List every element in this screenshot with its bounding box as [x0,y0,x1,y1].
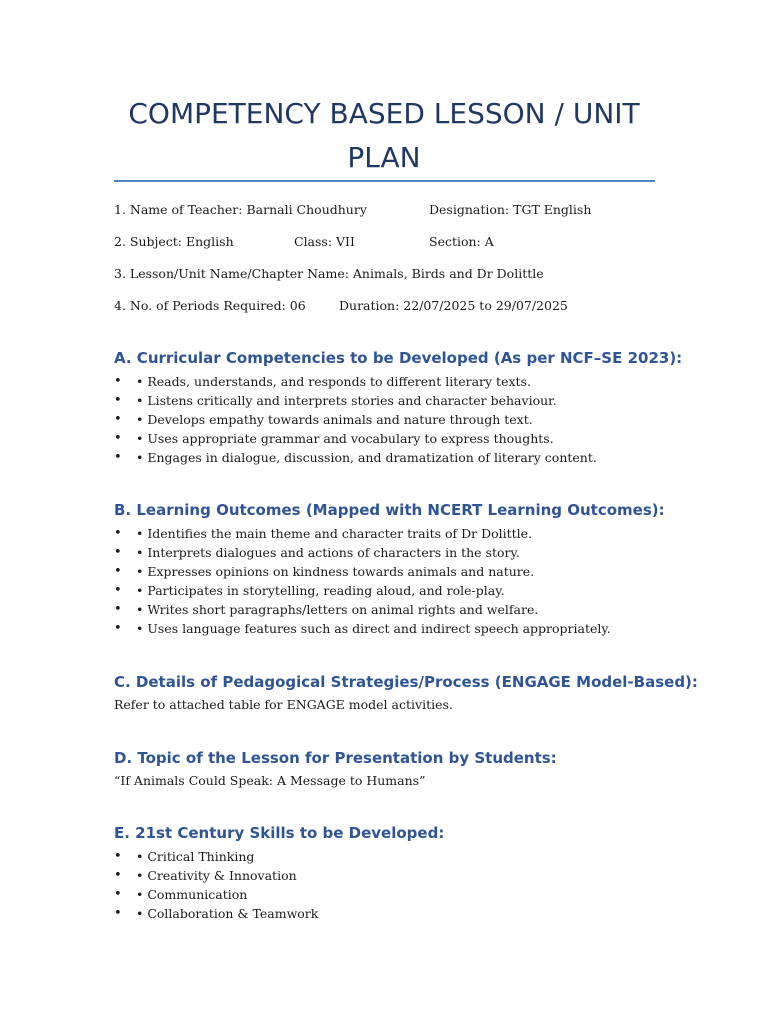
bullet-icon: • [114,374,122,389]
bullet-icon: • [114,887,122,902]
subject: 2. Subject: English [114,234,234,249]
teacher-name: 1. Name of Teacher: Barnali Choudhury [114,202,367,217]
bullet-icon: • [114,431,122,446]
duration: Duration: 22/07/2025 to 29/07/2025 [339,298,568,313]
bullet-icon: • [114,621,122,636]
section-b-heading: B. Learning Outcomes (Mapped with NCERT Learning Outcomes): [114,501,665,519]
bullet-icon: • [114,906,122,921]
periods-required: 4. No. of Periods Required: 06 [114,298,306,313]
section-c-text: Refer to attached table for ENGAGE model activities. [114,697,453,712]
section-c-heading: C. Details of Pedagogical Strategies/Process (ENGAGE Model-Based): [114,673,698,691]
section: Section: A [429,234,494,249]
title-underline [114,180,655,182]
bullet-icon: • [114,849,122,864]
class: Class: VII [294,234,355,249]
document-title: COMPETENCY BASED LESSON / UNIT PLAN [128,97,640,174]
section-a-heading: A. Curricular Competencies to be Developed (As per NCF–SE 2023): [114,349,683,367]
bullet-icon: • [114,602,122,617]
bullet-icon: • [114,450,122,465]
lesson-name: 3. Lesson/Unit Name/Chapter Name: Animals, Birds and Dr Dolittle [114,266,544,281]
bullet-icon: • [114,545,122,560]
bullet-icon: • [114,868,122,883]
bullet-icon: • [114,583,122,598]
designation: Designation: TGT English [429,202,592,217]
document-page: COMPETENCY BASED LESSON / UNIT PLAN 1. Name of Teacher: Barnali Choudhury Designation: TGT English 2. Subject: English Class: VII Section: A 3. Lesson/Unit Name/Chapter Name: Animals, Birds and Dr Dolittle 4. No. of Periods Required: 06 Duration: 22/07/2025 to 29/07/2025 A. Curricular Competencies to be Developed (As per NCF–SE 2023): • • Reads, understands, and responds to different literary texts. • • Listens critically and interprets stories and character behaviour. • • Develops empathy towards animals and nature through text. • • Uses appropriate grammar and vocabulary to express thoughts. • • Engages in dialogue, discussion, and dramatization of literary content. B. Learning Outcomes (Mapped with NCERT Learning Outcomes): • • Identifies the main theme and character traits of Dr Dolittle. • • Interprets dialogues and actions of characters in the story. • • Expresses opinions on kindness towards animals and nature. • • Participates in storytelling, reading aloud, and role-play. • • Writes short paragraphs/letters on animal rights and welfare. • • Uses language features such as direct and indirect speech appropriately. C. Details of Pedagogical Strategies/Process (ENGAGE Model-Based): Refer to attached table for ENGAGE model activities. D. Topic of the Lesson for Presentation by Students: “If Animals Could Speak: A Message to Humans” E. 21st Century Skills to be Developed: • • Critical Thinking • • Creativity & Innovation • • Communication • • Collaboration & Teamwork [0,0,768,1024]
bullet-icon: • [114,393,122,408]
bullet-icon: • [114,412,122,427]
bullet-icon: • [114,526,122,541]
section-d-text: “If Animals Could Speak: A Message to Humans” [114,773,426,788]
section-e-heading: E. 21st Century Skills to be Developed: [114,824,445,842]
bullet-icon: • [114,564,122,579]
section-d-heading: D. Topic of the Lesson for Presentation by Students: [114,749,557,767]
